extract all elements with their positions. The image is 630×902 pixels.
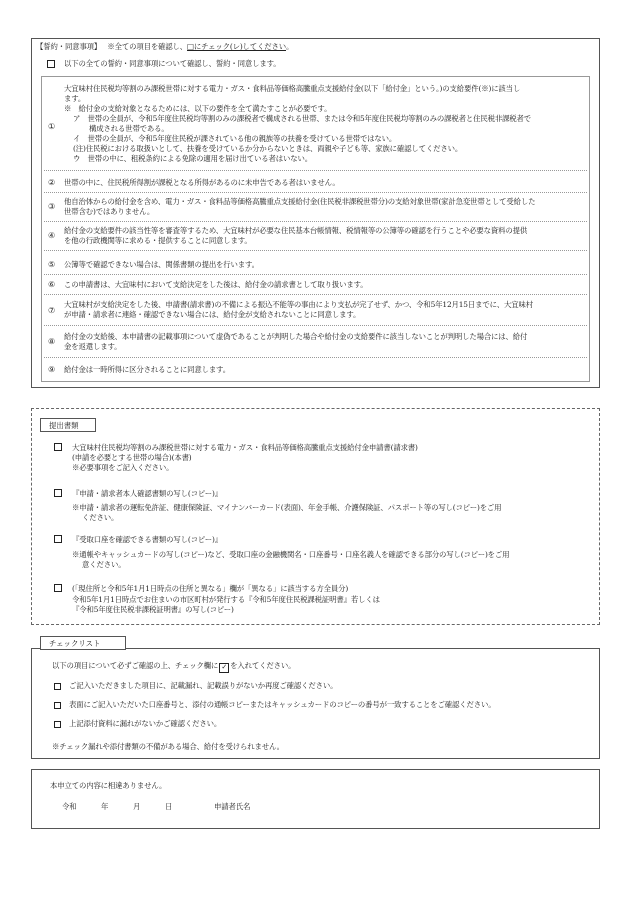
- item-2-number: ②: [48, 178, 56, 187]
- item-8-number: ⑧: [48, 337, 56, 346]
- item-2-text: 世帯の中に、住民税所得割が課税となる所得があるのに未申告である者はいません。: [64, 178, 340, 187]
- doc-3-checkbox[interactable]: [54, 535, 62, 543]
- applicant-name-label: 申請者氏名: [214, 802, 251, 811]
- checklist-tab: チェックリスト: [40, 636, 126, 650]
- divider: [44, 250, 587, 251]
- item-5-text: 公簿等で確認できない場合は、関係書類の提出を行います。: [64, 260, 259, 269]
- item-7-number: ⑦: [48, 306, 56, 315]
- item-6-number: ⑥: [48, 280, 56, 289]
- checklist-intro: 以下の項目について必ずご確認の上、チェック欄に ✓ を入れてください。: [52, 661, 296, 671]
- date-year-label: 年: [101, 802, 109, 811]
- item-6-text: この申請書は、大宜味村において支給決定をした後は、給付金の請求書として取り扱います。: [64, 280, 368, 289]
- agree-all-label: 以下の全ての誓約・同意事項について確認し、誓約・同意します。: [64, 59, 281, 68]
- divider: [44, 170, 587, 171]
- checklist-3-label: 上記添付資料に漏れがないかご確認ください。: [69, 719, 222, 728]
- date-month-label: 月: [133, 802, 141, 811]
- agree-all-checkbox[interactable]: [47, 60, 55, 68]
- date-era: 令和: [62, 802, 77, 811]
- doc-4-checkbox[interactable]: [54, 584, 62, 592]
- pledge-heading-row: [36, 42, 293, 52]
- doc-1-checkbox[interactable]: [54, 443, 62, 451]
- pledge-instruction: ※全ての項目を確認し、□にチェック(レ)してください。: [107, 42, 294, 51]
- checklist-note: ※チェック漏れや添付書類の不備がある場合、給付を受けられません。: [52, 742, 284, 751]
- doc-2-checkbox[interactable]: [54, 489, 62, 497]
- divider: [44, 274, 587, 275]
- item-1-number: ①: [48, 122, 56, 131]
- declaration-statement: 本申立ての内容に相違ありません。: [50, 781, 167, 790]
- checklist-1-checkbox[interactable]: [54, 683, 61, 690]
- divider: [44, 357, 587, 358]
- checklist-1-label: ご記入いただきました項目に、記載漏れ、記載誤りがないか再度ご確認ください。: [69, 681, 338, 690]
- documents-tab: 提出書類: [40, 418, 96, 432]
- divider: [44, 192, 587, 193]
- item-4-number: ④: [48, 231, 56, 240]
- checklist-3-checkbox[interactable]: [54, 721, 61, 728]
- checklist-2-label: 表面にご記入いただいた口座番号と、添付の通帳コピーまたはキャッシュカードのコピーの番号が一致することをご確認ください。: [69, 700, 496, 709]
- item-5-number: ⑤: [48, 260, 56, 269]
- date-day-label: 日: [165, 802, 173, 811]
- divider: [44, 325, 587, 326]
- divider: [44, 221, 587, 222]
- item-3-number: ③: [48, 202, 56, 211]
- declaration-section: [31, 769, 600, 829]
- divider: [44, 294, 587, 295]
- check-mark-icon: ✓: [219, 663, 229, 673]
- item-9-number: ⑨: [48, 365, 56, 374]
- checklist-2-checkbox[interactable]: [54, 702, 61, 709]
- item-9-text: 給付金は一時所得に区分されることに同意します。: [64, 365, 230, 374]
- pledge-heading: 【誓約・同意事項】: [36, 42, 102, 51]
